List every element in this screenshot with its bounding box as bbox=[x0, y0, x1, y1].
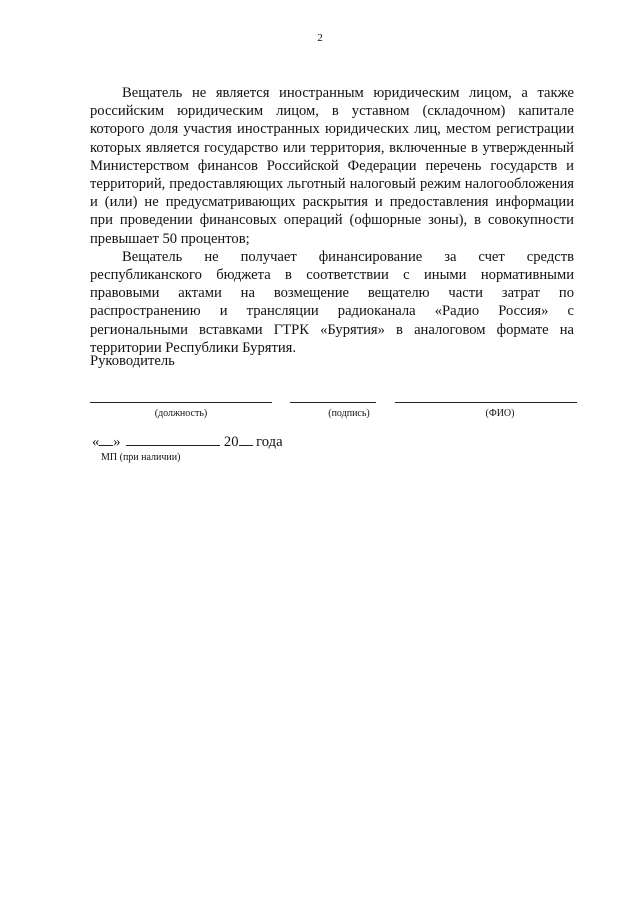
position-caption: (должность) bbox=[154, 408, 208, 419]
page-number: 2 bbox=[317, 32, 323, 44]
date-close-quote: » bbox=[113, 434, 121, 450]
signature-line bbox=[290, 402, 376, 403]
date-line bbox=[92, 434, 283, 450]
body-text bbox=[90, 84, 574, 357]
day-blank bbox=[99, 434, 113, 446]
full-name-caption: (ФИО) bbox=[485, 408, 515, 419]
month-blank bbox=[126, 434, 220, 446]
year-blank bbox=[239, 434, 253, 446]
position-line bbox=[90, 402, 272, 403]
stamp-note: МП (при наличии) bbox=[101, 452, 181, 463]
paragraph-foreign-participation: Вещатель не является иностранным юридическим лицом, а также российским юридическим лицом, в уставном (складочном) капитале которого доля участия иностранных юридических лиц, местом регистрации которых является государство или территория, включенные в утвержденный Министерством финансов Российской Федерации перечень государств и территорий, предоставляющих льготный налоговый режим налогообложения и (или) не предусматривающих раскрытия и предоставления информации при проведении финансовых операций (офшорные зоны), в совокупности превышает 50 процентов; bbox=[90, 85, 574, 247]
year-suffix: года bbox=[256, 434, 283, 450]
signature-caption: (подпись) bbox=[328, 408, 370, 419]
year-prefix: 20 bbox=[223, 434, 239, 450]
date-open-quote: « bbox=[92, 434, 100, 450]
paragraph-budget-financing: Вещатель не получает финансирование за счет средств республиканского бюджета в соответствии с иными нормативными правовыми актами на возмещение вещателю части затрат по распространению и трансляции радиоканала «Радио Россия» с региональными вставками ГТРК «Бурятия» в аналоговом формате на территории Республики Бурятия. bbox=[90, 248, 574, 356]
signer-title: Руководитель bbox=[90, 353, 175, 369]
full-name-line bbox=[395, 402, 577, 403]
